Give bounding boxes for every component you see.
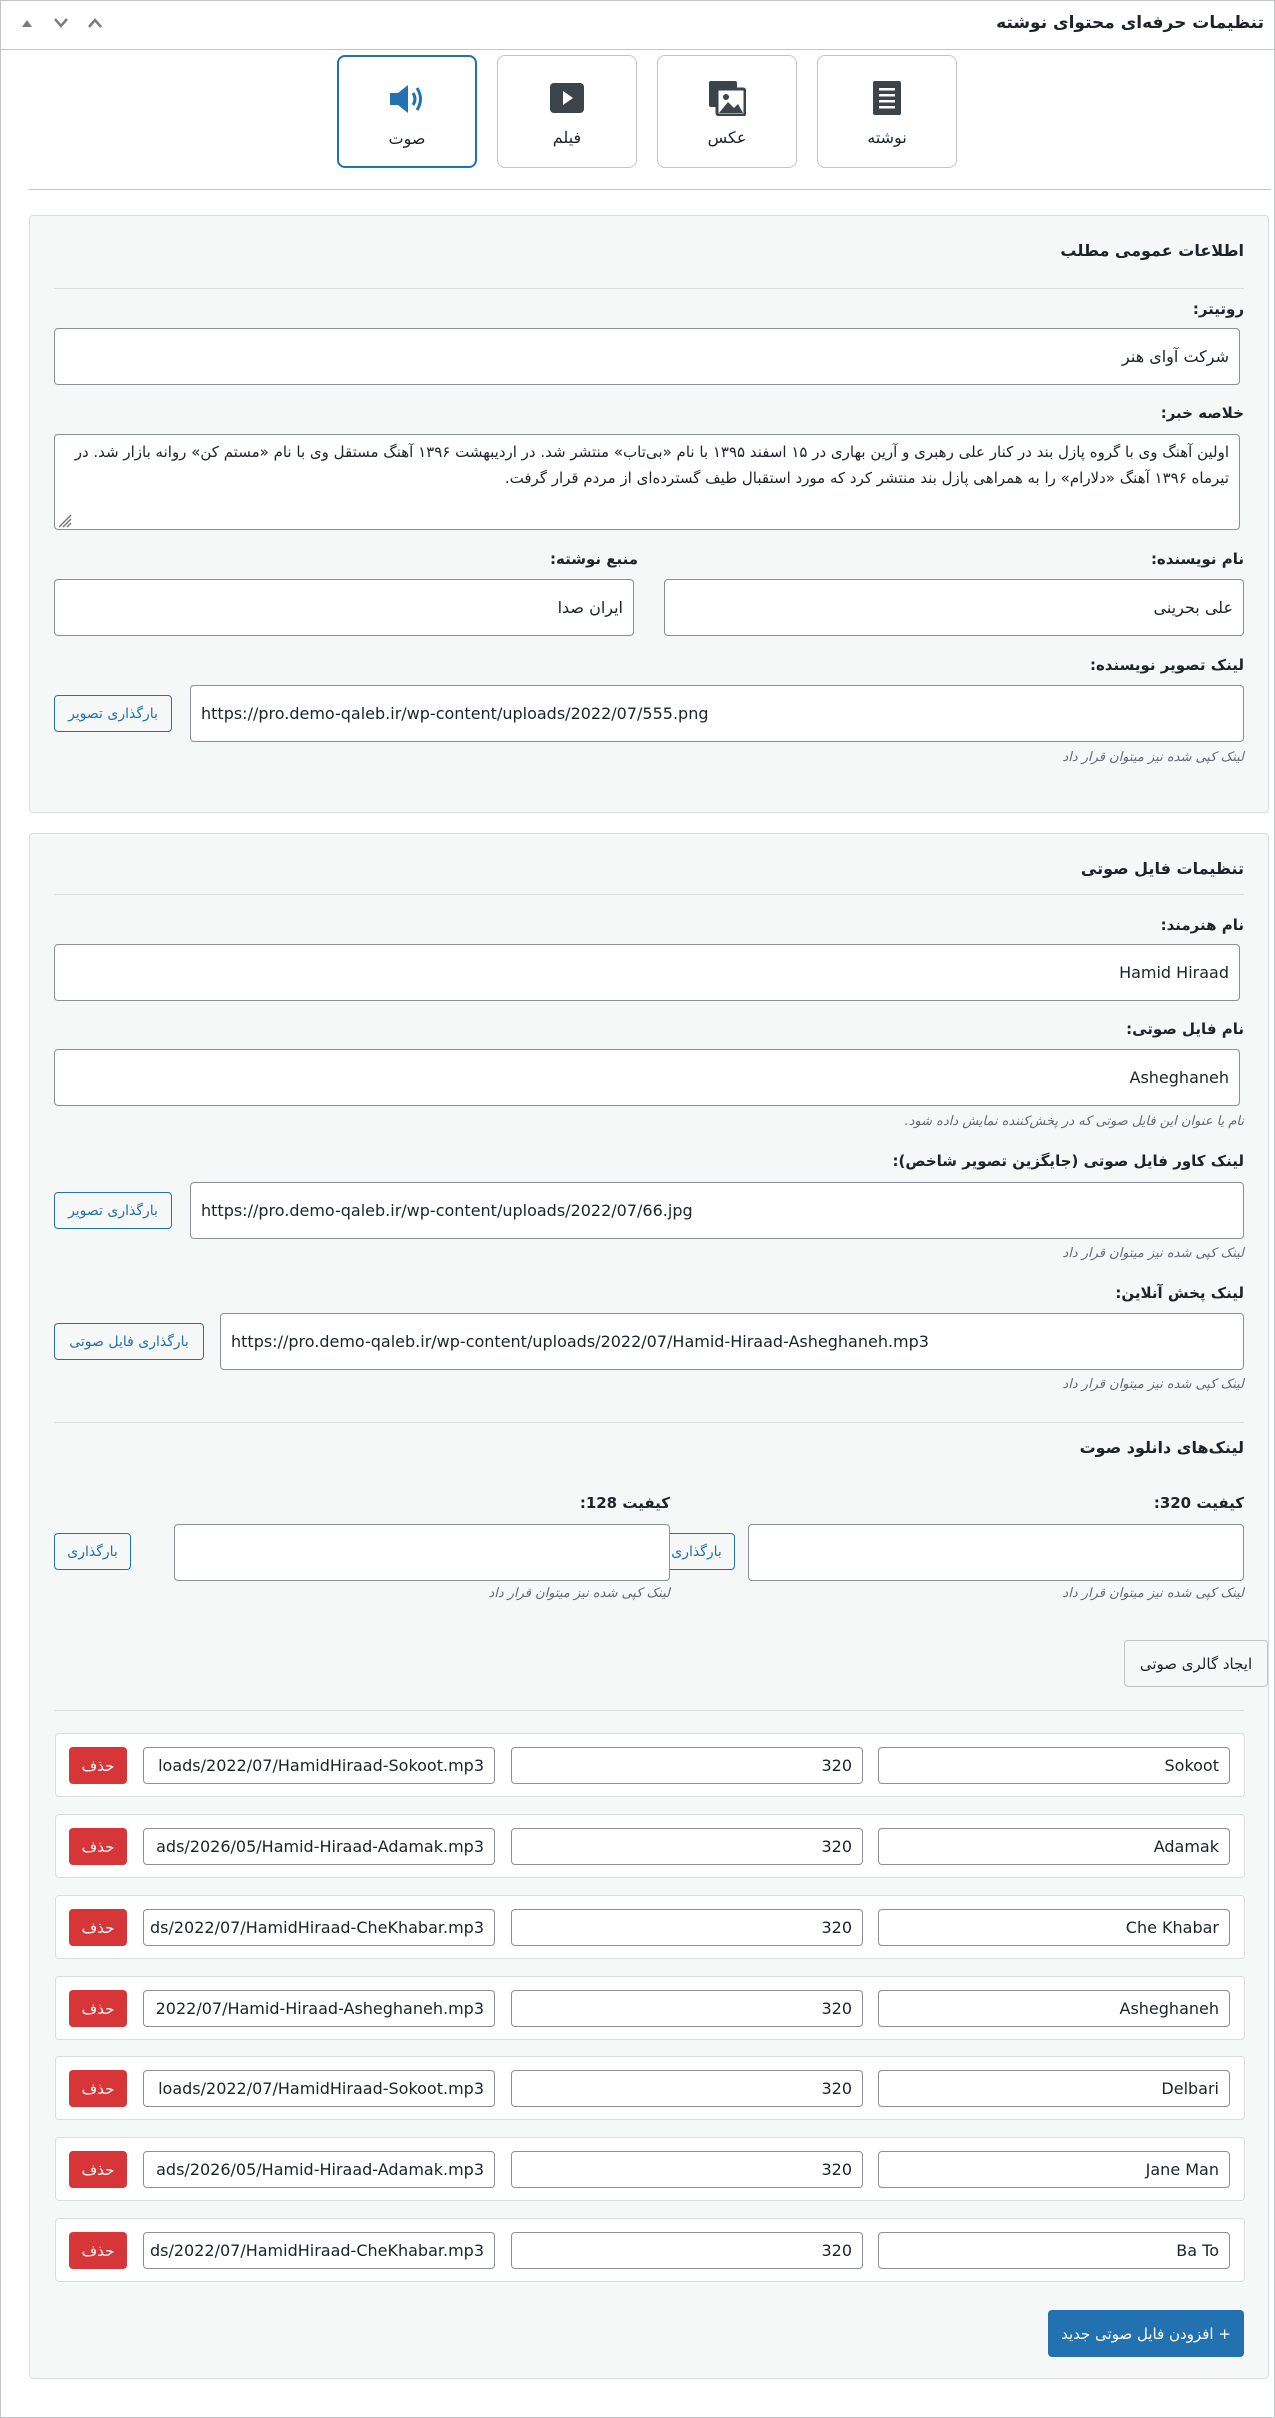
delete-button[interactable]: حذف [69, 2070, 127, 2107]
copy-hint: لینک کپی شده نیز میتوان قرار داد [1062, 1246, 1244, 1261]
stream-label: لینک پخش آنلاین: [1115, 1284, 1244, 1302]
source-label: منبع نوشته: [549, 550, 638, 568]
summary-textarea[interactable] [54, 434, 1240, 530]
artist-input[interactable]: Hamid Hiraad [54, 944, 1240, 1001]
tabs-divider [29, 189, 1271, 190]
q320-label: کیفیت 320: [1153, 1494, 1244, 1512]
track-name-input[interactable]: Jane Man [878, 2151, 1230, 2188]
copy-hint: لینک کپی شده نیز میتوان قرار داد [1062, 1586, 1244, 1601]
cover-label: لینک کاور فایل صوتی (جایگزین تصویر شاخص): [892, 1152, 1244, 1170]
panel-title: تنظیمات فایل صوتی [1080, 859, 1244, 878]
file-name-input[interactable]: Asheghaneh [54, 1049, 1240, 1106]
delete-button[interactable]: حذف [69, 1747, 127, 1784]
track-quality-input[interactable]: 320 [511, 1909, 863, 1946]
gallery-icon [707, 78, 747, 118]
metabox-controls [15, 11, 107, 35]
track-quality-input[interactable]: 320 [511, 1828, 863, 1865]
tab-post[interactable] [817, 55, 957, 168]
delete-button[interactable]: حذف [69, 1828, 127, 1865]
resize-grip-icon[interactable] [57, 511, 73, 527]
metabox-header [1, 1, 1274, 50]
video-icon [547, 78, 587, 118]
upload-author-image-button[interactable]: بارگذاری تصویر [54, 695, 172, 732]
gallery-row [55, 1733, 1245, 1797]
tab-label: صوت [388, 129, 426, 148]
stream-input[interactable]: https://pro.demo-qaleb.ir/wp-content/uploads/2022/07/Hamid-Hiraad-Asheghaneh.mp3 [220, 1313, 1244, 1370]
document-icon [867, 78, 907, 118]
cover-input[interactable]: https://pro.demo-qaleb.ir/wp-content/uploads/2022/07/66.jpg [190, 1182, 1244, 1239]
gallery-row [55, 2218, 1245, 2282]
gallery-row [55, 1895, 1245, 1959]
upload-cover-button[interactable]: بارگذاری تصویر [54, 1192, 172, 1229]
file-name-hint: نام یا عنوان این فایل صوتی که در پخش‌کننده نمایش داده شود. [904, 1114, 1244, 1129]
q320-input[interactable] [748, 1524, 1244, 1581]
tab-label: فیلم [552, 128, 582, 147]
copy-hint: لینک کپی شده نیز میتوان قرار داد [1062, 1377, 1244, 1392]
tab-audio[interactable] [337, 55, 477, 168]
divider [54, 1422, 1244, 1423]
delete-button[interactable]: حذف [69, 2151, 127, 2188]
divider [54, 894, 1244, 895]
tab-label: نوشته [867, 128, 907, 147]
post-format-tabs [1, 55, 1275, 175]
track-quality-input[interactable]: 320 [511, 2070, 863, 2107]
copy-hint: لینک کپی شده نیز میتوان قرار داد [488, 1586, 670, 1601]
gallery-row [55, 2137, 1245, 2201]
gallery-row [55, 1814, 1245, 1878]
copy-hint: لینک کپی شده نیز میتوان قرار داد [1062, 750, 1244, 765]
track-url-input[interactable]: ds/2022/07/HamidHiraad-CheKhabar.mp3 [143, 2232, 495, 2269]
move-up-icon[interactable] [83, 11, 107, 35]
source-input[interactable]: ایران صدا [54, 579, 634, 636]
track-quality-input[interactable]: 320 [511, 1747, 863, 1784]
author-image-label: لینک تصویر نویسنده: [1089, 656, 1244, 674]
downloads-title: لینک‌های دانلود صوت [1079, 1438, 1244, 1457]
track-url-input[interactable]: loads/2022/07/HamidHiraad-Sokoot.mp3 [143, 1747, 495, 1784]
audio-icon [387, 79, 427, 119]
author-image-input[interactable]: https://pro.demo-qaleb.ir/wp-content/uploads/2022/07/555.png [190, 685, 1244, 742]
track-quality-input[interactable]: 320 [511, 2232, 863, 2269]
q128-input[interactable] [174, 1524, 670, 1581]
file-name-label: نام فایل صوتی: [1126, 1020, 1244, 1038]
author-input[interactable]: علی بحرینی [664, 579, 1244, 636]
rotitr-label: روتیتر: [1192, 300, 1244, 318]
track-name-input[interactable]: Asheghaneh [878, 1990, 1230, 2027]
track-url-input[interactable]: ads/2026/05/Hamid-Hiraad-Adamak.mp3 [143, 1828, 495, 1865]
delete-button[interactable]: حذف [69, 1990, 127, 2027]
audio-settings-panel [29, 833, 1269, 2379]
add-audio-button[interactable]: + افزودن فایل صوتی جدید [1048, 2310, 1244, 2357]
general-info-panel [29, 215, 1269, 813]
gallery-row [55, 1976, 1245, 2040]
collapse-up-icon[interactable] [15, 11, 39, 35]
divider [54, 1710, 1244, 1711]
gallery-row [55, 2056, 1245, 2120]
delete-button[interactable]: حذف [69, 2232, 127, 2269]
rotitr-input[interactable]: شرکت آوای هنر [54, 328, 1240, 385]
track-quality-input[interactable]: 320 [511, 2151, 863, 2188]
upload-q320-button[interactable]: بارگذاری [658, 1533, 735, 1570]
track-name-input[interactable]: Delbari [878, 2070, 1230, 2107]
track-name-input[interactable]: Ba To [878, 2232, 1230, 2269]
divider [54, 288, 1244, 289]
create-gallery-button[interactable]: ایجاد گالری صوتی [1124, 1640, 1268, 1687]
track-url-input[interactable]: loads/2022/07/HamidHiraad-Sokoot.mp3 [143, 2070, 495, 2107]
summary-label: خلاصه خبر: [1160, 404, 1244, 422]
tab-video[interactable] [497, 55, 637, 168]
track-name-input[interactable]: Che Khabar [878, 1909, 1230, 1946]
panel-title: اطلاعات عمومی مطلب [1060, 241, 1244, 260]
tab-label: عکس [707, 128, 747, 147]
tab-photo[interactable] [657, 55, 797, 168]
track-quality-input[interactable]: 320 [511, 1990, 863, 2027]
track-url-input[interactable]: ds/2022/07/HamidHiraad-CheKhabar.mp3 [143, 1909, 495, 1946]
upload-audio-button[interactable]: بارگذاری فایل صوتی [54, 1323, 204, 1360]
summary-text: اولین آهنگ وی با گروه پازل بند در کنار علی رهبری و آرین بهاری در ۱۵ اسفند ۱۳۹۵ با نام «بی‌تاب» منتشر شد. در اردیبهشت ۱۳۹۶ آهنگ مستقل وی با نام «مستم کن» روانه بازار شد. در تیرماه ۱۳۹۶ آهنگ «دلارام» را به همراهی پازل بند منتشر کرد که مورد استقبال طیف گسترده‌ای از مردم قرار گرفت. [74, 443, 1229, 487]
track-name-input[interactable]: Sokoot [878, 1747, 1230, 1784]
track-url-input[interactable]: 2022/07/Hamid-Hiraad-Asheghaneh.mp3 [143, 1990, 495, 2027]
artist-label: نام هنرمند: [1160, 916, 1244, 934]
delete-button[interactable]: حذف [69, 1909, 127, 1946]
author-label: نام نویسنده: [1150, 550, 1244, 568]
q128-label: کیفیت 128: [579, 1494, 670, 1512]
metabox-title: تنظیمات حرفه‌ای محتوای نوشته [996, 13, 1264, 33]
upload-q128-button[interactable]: بارگذاری [54, 1533, 131, 1570]
track-name-input[interactable]: Adamak [878, 1828, 1230, 1865]
track-url-input[interactable]: ads/2026/05/Hamid-Hiraad-Adamak.mp3 [143, 2151, 495, 2188]
move-down-icon[interactable] [49, 11, 73, 35]
